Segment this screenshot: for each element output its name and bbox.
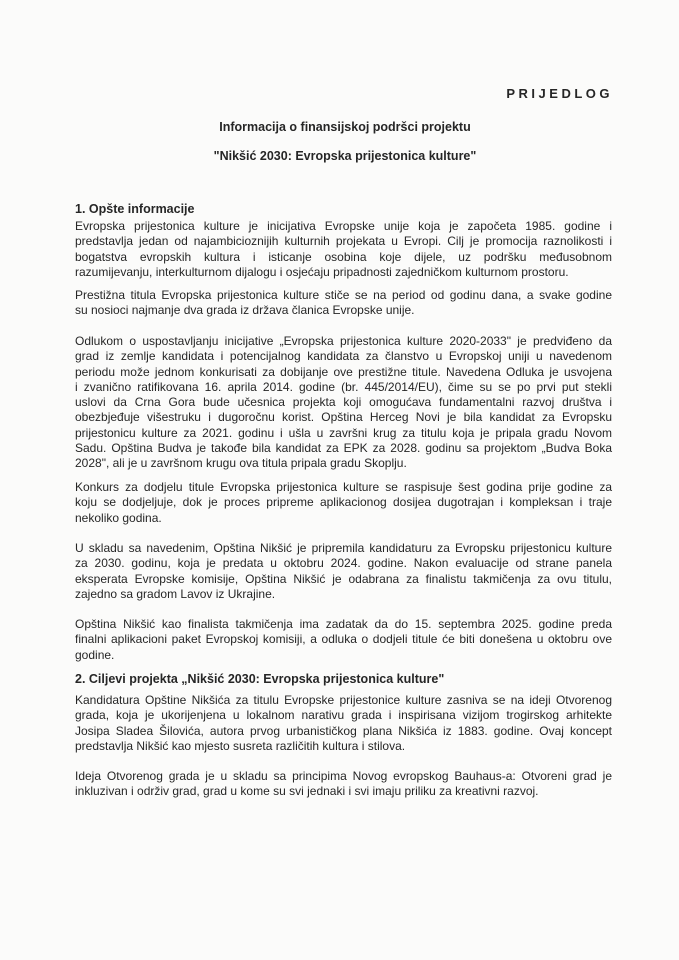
text-line: predstavlja jedan od najambicioznijih kulturnih projekata u Evropi. Cilj je promocija raznolikosti i xyxy=(75,234,612,249)
text-line: Odlukom o uspostavljanju inicijative „Evropska prijestonica kulture 2020-2033" je predviđeno da xyxy=(75,334,612,348)
paragraph xyxy=(75,693,612,754)
text-line: grad iz zemlje kandidata i potencijalnog kandidata za članstvo u Evropskoj uniji u navedenom xyxy=(75,349,612,364)
paragraph xyxy=(75,617,612,663)
paragraph xyxy=(75,219,612,280)
document-title: Informacija o finansijskoj podršci projektu xyxy=(219,120,471,134)
text-line: godine. xyxy=(75,647,115,662)
text-line: Ideja Otvorenog grada je u skladu sa principima Novog evropskog Bauhaus-a: Otvoreni grad je xyxy=(75,769,612,783)
text-line: grada, koja je ukorijenjena u lokalnom narativu grada i inspirisana vizijom trogirskog arhitekte xyxy=(75,708,612,723)
text-line: prijestonicu kulture za 2021. godinu i ušla u završni krug za titulu koja je pripala gradu Novom xyxy=(75,425,612,440)
text-line: Evropska prijestonica kulture je inicijativa Evropske unije koja je započeta 1985. godine i xyxy=(75,219,612,233)
text-line: nekoliko godina. xyxy=(75,510,162,525)
text-line: i zvanično ratifikovana 16. aprila 2014. godine (br. 445/2014/EU), čime su se po prvi put stekli xyxy=(75,379,612,394)
paragraph xyxy=(75,480,612,526)
section-2-heading: 2. Ciljevi projekta „Nikšić 2030: Evropska prijestonica kulture" xyxy=(75,672,445,686)
text-line: predstavlja Nikšić kao mjesto susreta različitih kultura i stilova. xyxy=(75,738,406,753)
paragraph xyxy=(75,769,612,800)
text-line: inkluzivan i održiv grad, grad u kome su svi jednaki i svi imaju priliku za kreativni razvoj. xyxy=(75,784,539,799)
paragraph xyxy=(75,541,612,602)
section-1-heading: 1. Opšte informacije xyxy=(75,202,195,216)
text-line: uslovi da Crna Gora bude učesnica projekta koji omogućava fundamentalni razvoj društva i xyxy=(75,395,612,410)
text-line: za 2030. godinu, koja je predata u oktobru 2024. godine. Nakon evaluacije od strane panela xyxy=(75,556,612,571)
text-line: koju se dodjeljuje, dok je proces pripreme aplikacionog dosijea dugotrajan i kompleksan i traje xyxy=(75,495,612,510)
document-subtitle: "Nikšić 2030: Evropska prijestonica kulture" xyxy=(213,149,477,163)
text-line: eksperata Evropske komisije, Opština Nikšić je odabrana za finalistu takmičenja za ovu titulu, xyxy=(75,571,612,586)
text-line: U skladu sa navedenim, Opština Nikšić je pripremila kandidaturu za Evropsku prijestonicu kulture xyxy=(75,541,612,555)
text-line: Sadu. Opština Budva je takođe bila kandidat za EPK za 2028. godinu sa projektom „Budva Boka xyxy=(75,441,612,456)
document-stamp-prijedlog: PRIJEDLOG xyxy=(506,86,613,101)
text-line: obezbjeđuje višestruku i dugoročnu korist. Opština Herceg Novi je bila kandidat za Evropsku xyxy=(75,410,612,425)
text-line: bogatstva evropskih kultura i isticanje osobina koje dijele, uz podršku međusobnom xyxy=(75,249,612,264)
text-line: Opština Nikšić kao finalista takmičenja ima zadatak da do 15. septembra 2025. godine preda xyxy=(75,617,612,631)
text-line: periodu može jednom konkurisati za dobijanje ove prestižne titule. Navedena Odluka je usvojena xyxy=(75,364,612,379)
text-line: Prestižna titula Evropska prijestonica kulture stiče se na period od godinu dana, a svake godine xyxy=(75,288,612,302)
paragraph xyxy=(75,334,612,472)
text-line: su nosioci najmanje dva grada iz država članica Evropske unije. xyxy=(75,303,415,318)
paragraph xyxy=(75,288,612,319)
text-line: Kandidatura Opštine Nikšića za titulu Evropske prijestonice kulture zasniva se na ideji Otvorenog xyxy=(75,693,612,707)
text-line: finalni aplikacioni paket Evropskoj komisiji, a odluka o dodjeli titule će biti donešena u oktobru ove xyxy=(75,632,612,647)
text-line: 2028", ali je u završnom krugu ova titula pripala gradu Skoplju. xyxy=(75,456,407,471)
text-line: Josipa Sladea Šilovića, autora prvog urbanističkog plana Nikšića iz 1883. godine. Ovaj koncept xyxy=(75,723,612,738)
text-line: zajedno sa gradom Lavov iz Ukrajine. xyxy=(75,586,276,601)
text-line: razumijevanju, interkulturnom dijalogu i osjećaju pripadnosti zajedničkom kulturnom prostoru. xyxy=(75,264,569,279)
text-line: Konkurs za dodjelu titule Evropska prijestonica kulture se raspisuje šest godina prije godine za xyxy=(75,480,612,494)
